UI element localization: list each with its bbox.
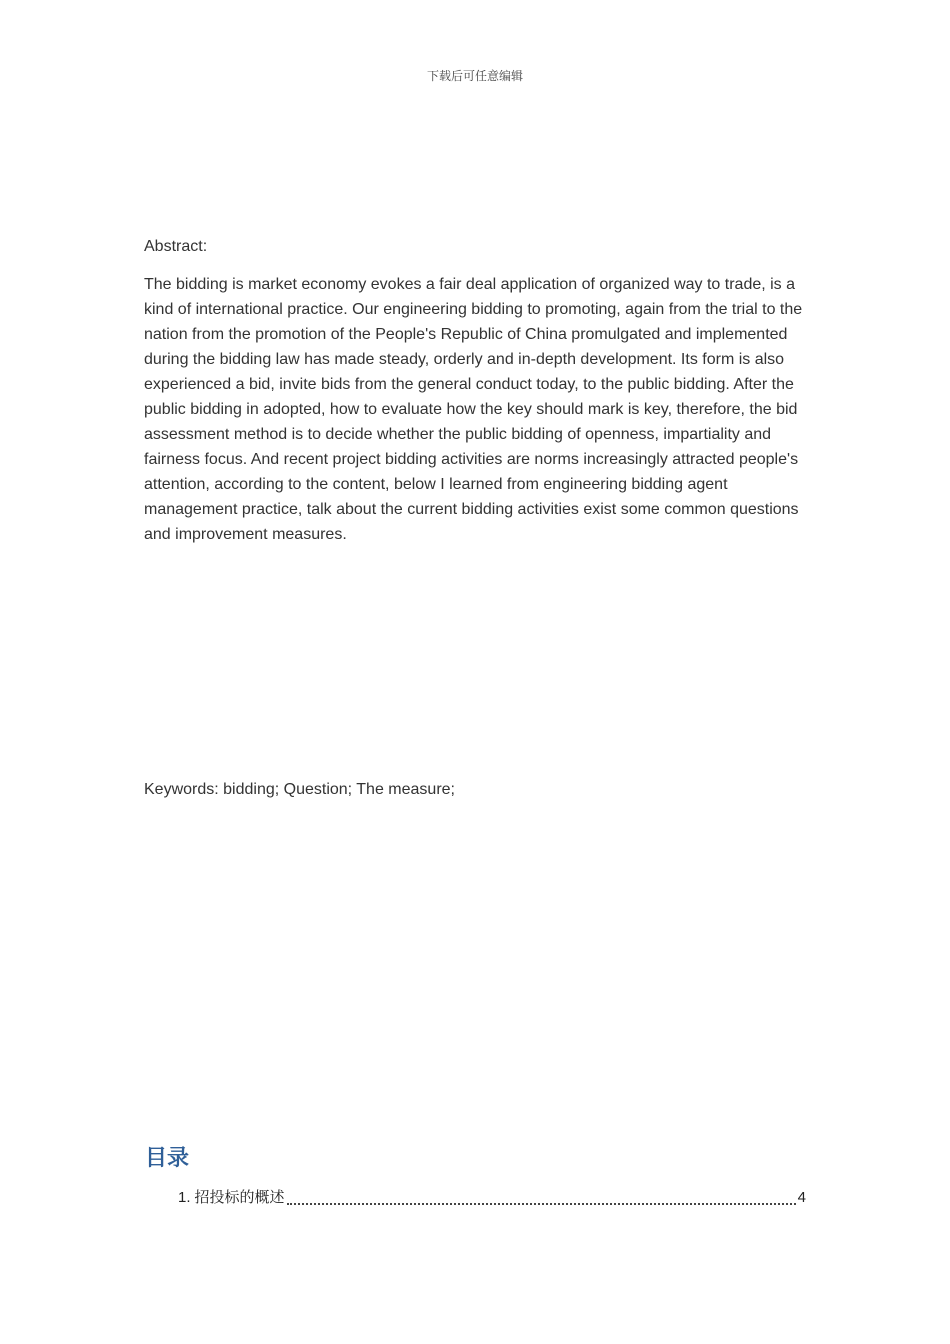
toc-dot-leader <box>287 1203 796 1205</box>
abstract-body: The bidding is market economy evokes a fair deal application of organized way to trade, is a kind of international practice. Our engineering bidding to promoting, again from the trial to the nation from the promotion of the People's Republic of China promulgated and implemented during the bidding law has made steady, orderly and in-depth development. Its form is also experienced a bid, invite bids from the general conduct today, to the public bidding. After the public bidding in adopted, how to evaluate how the key should mark is key, therefore, the bid assessment method is to decide whether the public bidding of openness, impartiality and fairness focus. And recent project bidding activities are norms increasingly attracted people's attention, according to the content, below I learned from engineering bidding agent management practice, talk about the current bidding activities exist some common questions and improvement measures. <box>144 276 803 543</box>
toc-title: 目录 <box>145 1146 190 1171</box>
toc-entry[interactable] <box>178 1186 806 1207</box>
page-header-note: 下载后可任意编辑 <box>426 69 523 83</box>
toc-entry-label: 招投标的概述 <box>194 1188 285 1206</box>
toc-entry-page: 4 <box>797 1189 806 1206</box>
abstract-heading: Abstract: <box>144 238 208 255</box>
toc-entry-number: 1. <box>178 1189 191 1206</box>
keywords-line: Keywords: bidding; Question; The measure; <box>144 781 455 798</box>
